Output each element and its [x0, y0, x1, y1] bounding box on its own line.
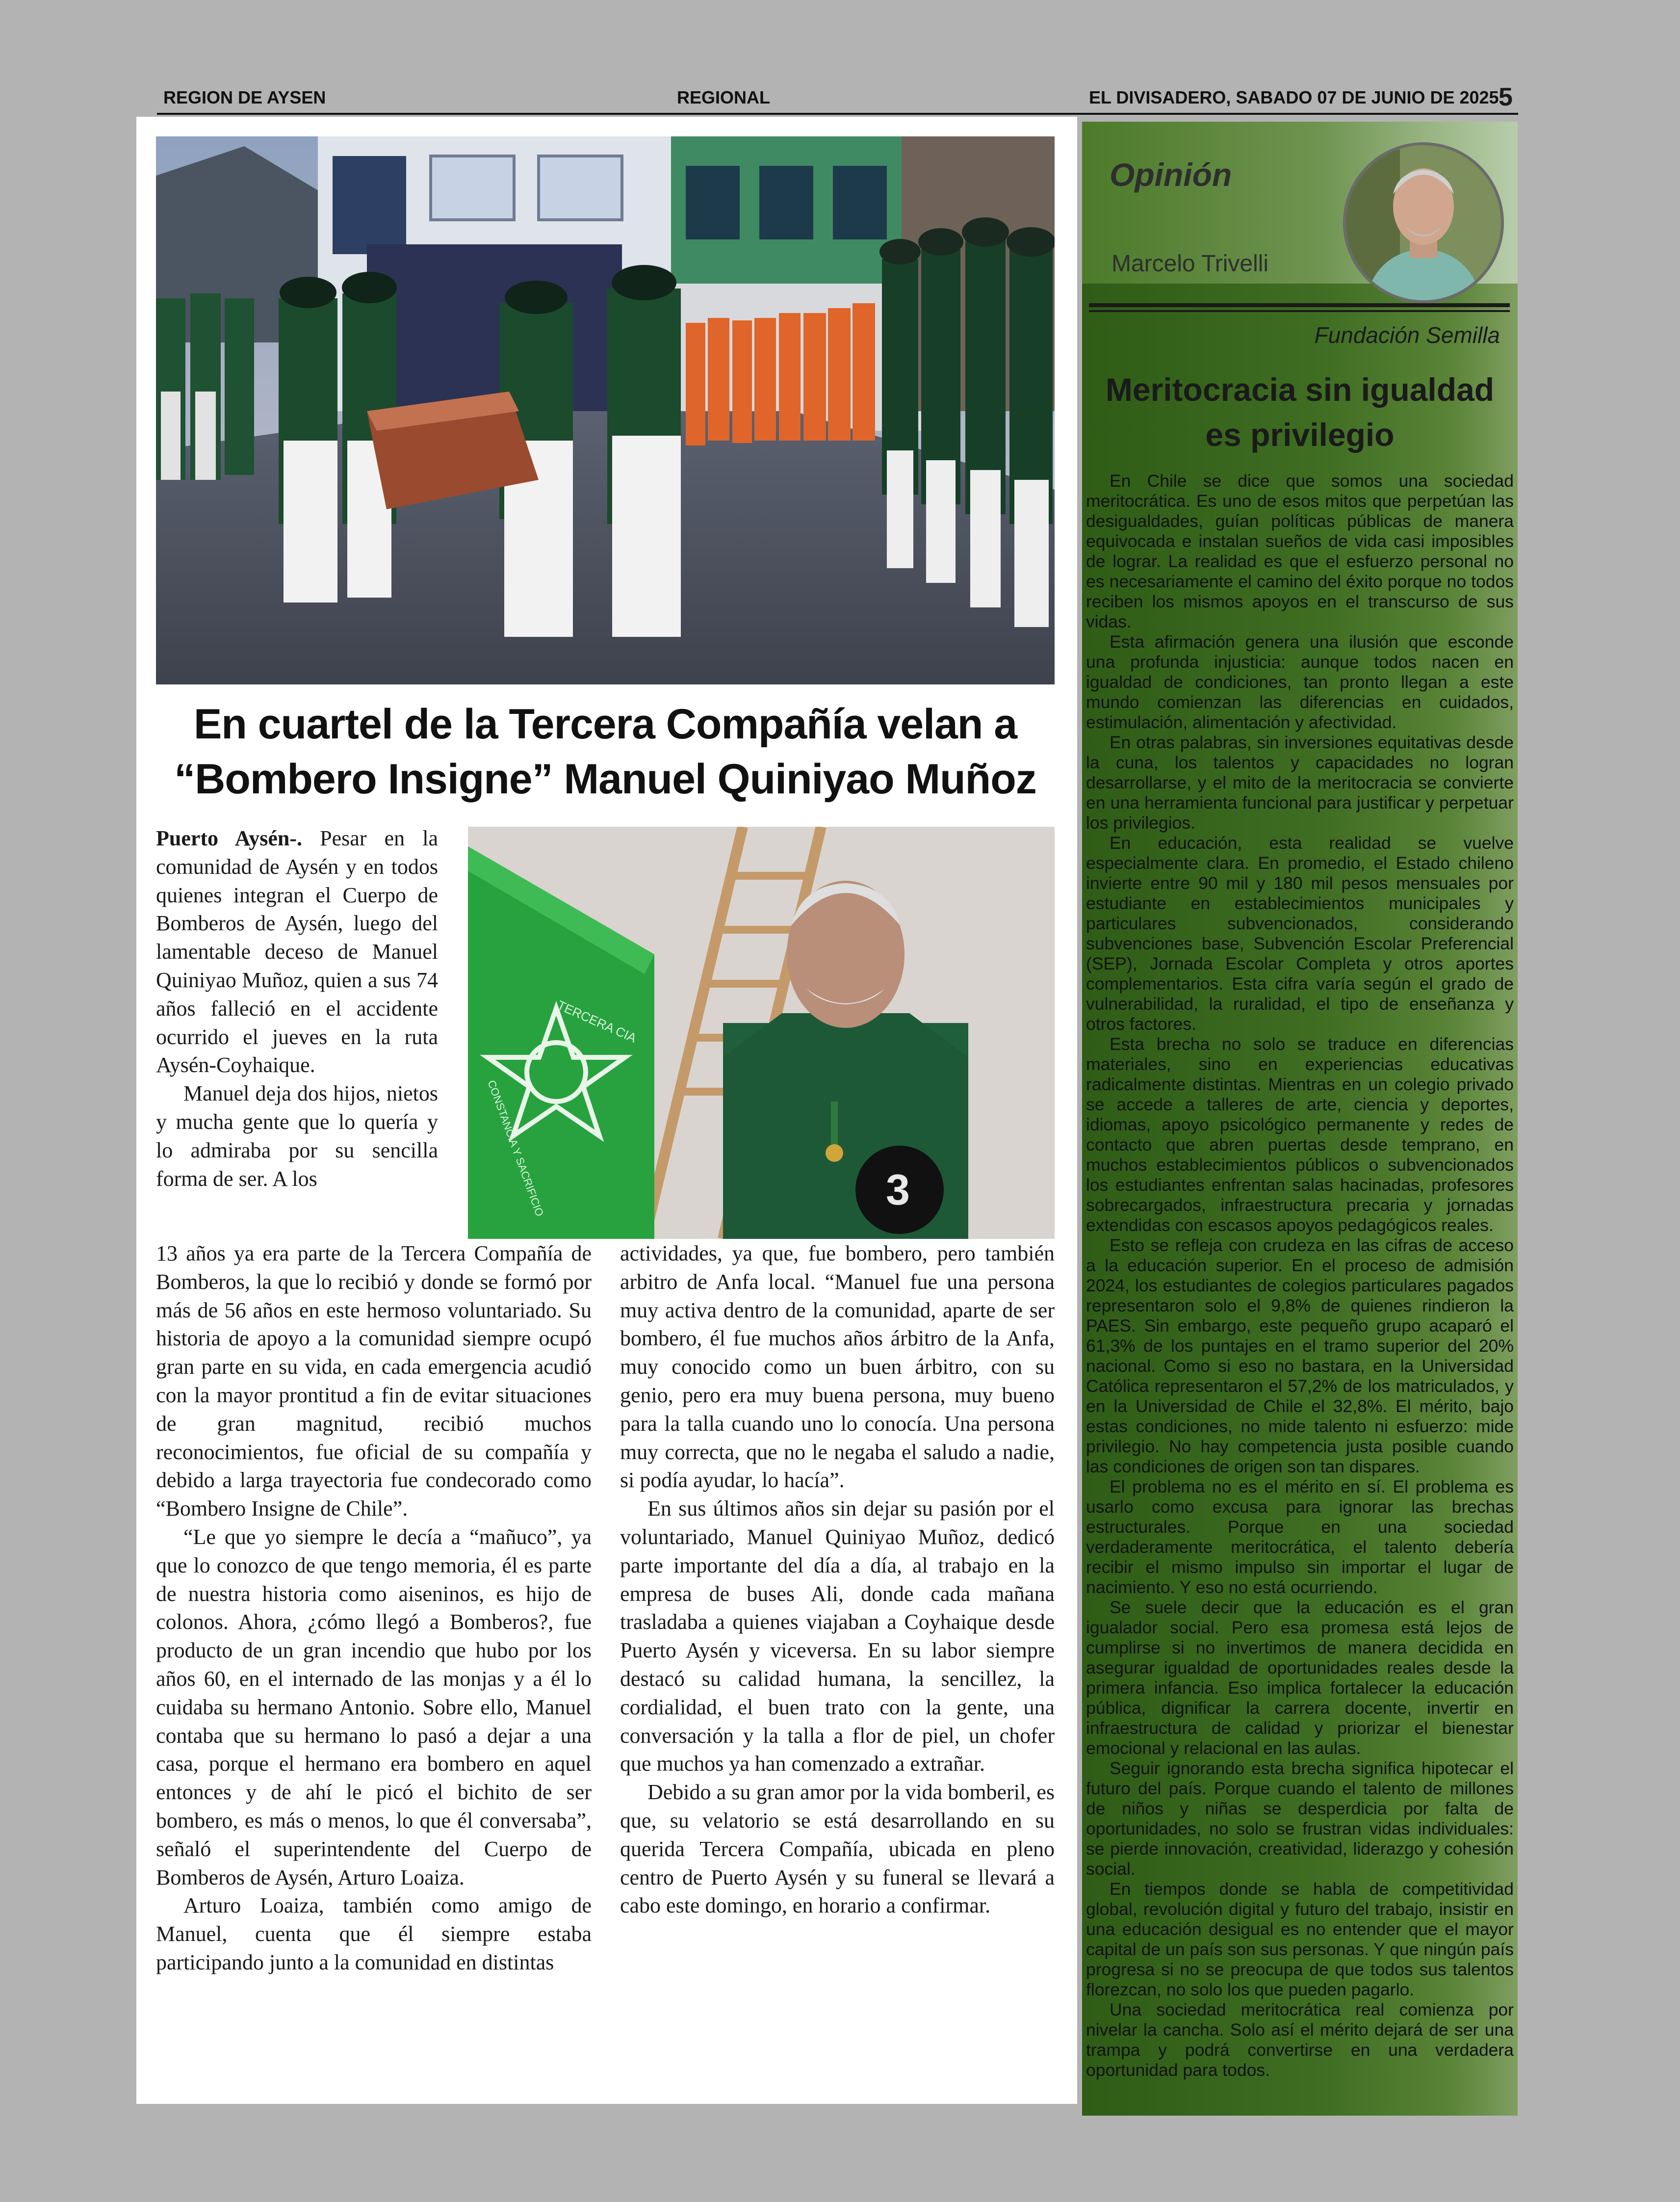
opinion-paragraph: Una sociedad meritocrática real comienza por nivelar la cancha. Solo así el mérito dejará de ser una trampa y podrá convertirse en una verdadera oportunidad para todos. [1086, 2000, 1514, 2080]
page-number: 5 [1499, 83, 1513, 111]
opinion-paragraph: En otras palabras, sin inversiones equitativas desde la cuna, los talentos y capacidades no logran desarrollarse, y el mito de la meritocracia se convierte en una herramienta funcional para justificar y perpetuar los privilegios. [1086, 733, 1514, 833]
article-column-right [620, 1239, 1055, 1920]
author-avatar [1343, 142, 1504, 303]
opinion-paragraph: Esto se refleja con crudeza en las cifras de acceso a la educación superior. En el proceso de admisión 2024, los estudiantes de colegios particulares pagados representaron solo el 9,8% de quienes rindieron la PAES. Sin embargo, este pequeño grupo acaparó el 61,3% de los puntajes en el tramo superior del 20% nacional. Como si eso no bastara, en la Universidad Católica representaron el 57,2% de los matriculados, y en la Universidad de Chile el 32,8%. El mérito, bajo estas condiciones, no mide talento ni esfuerzo: mide privilegio. No hay competencia justa posible cuando las condiciones de origen son tan dispares. [1086, 1235, 1514, 1476]
opinion-paragraph: En tiempos donde se habla de competitividad global, revolución digital y futuro del trabajo, insistir en una educación desigual es no entender que el mayor capital de un país son sus personas. Y que ningún país progresa si no se preocupa de que todos sus talentos florezcan, no solo los que pueden pagarlo. [1086, 1879, 1514, 1999]
opinion-sidebar [1082, 122, 1518, 2116]
article-paragraph-5: actividades, ya que, fue bombero, pero también arbitro de Anfa local. “Manuel fue una persona muy activa dentro de la comunidad, aparte de ser bombero, él fue muchos años árbitro de la Anfa, muy conocido como un buen árbitro, con su genio, pero era muy buena persona, muy bueno para la talla cuando uno lo conocía. Una persona muy correcta, que no le negaba el saludo a nadie, si podía ayudar, lo hacía”. [620, 1241, 1055, 1493]
opinion-paragraph: Seguir ignorando esta brecha significa hipotecar el futuro del país. Porque cuando el talento de millones de niños y niñas se desperdicia por falta de oportunidades, no solo se frustran vidas individuales: se pierde innovación, creatividad, liderazgo y cohesión social. [1086, 1758, 1514, 1879]
header-rule [157, 113, 1518, 115]
opinion-headline-line1: Meritocracia sin igualdad [1105, 371, 1495, 408]
article-paragraph-1 [156, 824, 438, 1079]
opinion-headline-line2: es privilegio [1205, 417, 1395, 453]
opinion-body [1086, 471, 1514, 2080]
portrait-photo-illustration [468, 827, 1055, 1239]
procession-photo-illustration [156, 136, 1055, 684]
article-paragraph-2-rest: 13 años ya era parte de la Tercera Compañía de Bomberos, la que lo recibió y donde se formó por más de 56 años en este hermoso voluntariado. Su historia de apoyo a la comunidad siempre ocupó gran parte en su vida, en cada emergencia acudió con la mayor prontitud a fin de evitar situaciones de gran magnitud, recibió muchos reconocimientos, fue oficial de su compañía y debido a larga trayectoria fue condecorado como “Bombero Insigne de Chile”. [156, 1241, 592, 1521]
article-paragraph-1-text: Pesar en la comunidad de Aysén y en todos quienes integran el Cuerpo de Bomberos de Aysén, luego del lamentable deceso de Manuel Quiniyao Muñoz, quien a sus 74 años falleció en el accidente ocurrido el jueves en la ruta Aysén-Coyhaique. [156, 826, 439, 1077]
flag-company-text: TERCERA CIA [555, 997, 639, 1046]
opinion-organization: Fundación Semilla [1314, 322, 1500, 348]
opinion-section-title: Opinión [1110, 157, 1232, 193]
author-avatar-illustration [1346, 145, 1501, 300]
opinion-paragraph: El problema no es el mérito en sí. El problema es usarlo como excusa para ignorar las brechas estructurales. Porque en una sociedad verdaderamente meritocrática, el talento debería recibir el mismo impulso sin importar el lugar de nacimiento. Y eso no está ocurriendo. [1086, 1477, 1514, 1597]
opinion-rule-thick [1089, 303, 1510, 307]
opinion-headline [1082, 367, 1518, 457]
article-paragraph-2-start: Manuel deja dos hijos, nietos y mucha gente que lo quería y lo admiraba por su sencilla forma de ser. A los [156, 1081, 438, 1191]
article-headline [156, 697, 1055, 807]
flag-motto-text: CONSTANCIA Y SACRIFICIO [485, 1078, 546, 1218]
section-label-left: REGION DE AYSEN [163, 87, 326, 107]
portrait-photo [468, 827, 1055, 1239]
section-label-center: REGIONAL [677, 87, 771, 107]
opinion-paragraph: En Chile se dice que somos una sociedad meritocrática. Es uno de esos mitos que perpetúan las desigualdades, guían políticas públicas de manera equivocada e instalan sueños de vida casi imposibles de lograr. La realidad es que el esfuerzo personal no es necesariamente el camino del éxito porque no todos reciben los mismos apoyos en el transcurso de sus vidas. [1086, 471, 1514, 631]
article-column-narrow [156, 824, 438, 1193]
article-lead: Puerto Aysén-. [156, 826, 303, 850]
article-paragraph-7: Debido a su gran amor por la vida bomberil, es que, su velatorio se está desarrollando en su querida Tercera Compañía, ubicada en pleno centro de Puerto Aysén y su funeral se llevará a cabo este domingo, en horario a confirmar. [620, 1780, 1055, 1918]
article-paragraph-4: Arturo Loaiza, también como amigo de Manuel, cuenta que él siempre estaba participando junto a la comunidad en distintas [156, 1893, 592, 1974]
helmet-number-text: 3 [886, 1165, 910, 1214]
opinion-rule-thin [1089, 310, 1510, 312]
opinion-paragraph: En educación, esta realidad se vuelve especialmente clara. En promedio, el Estado chileno invierte entre 90 mil y 180 mil pesos mensuales por estudiante en establecimientos municipales y particulares subvencionados, considerando subvenciones base, Subvención Escolar Preferencial (SEP), Jornada Escolar Completa y otros aportes complementarios. Esta cifra varía según el grado de vulnerabilidad, la ruralidad, el tipo de enseñanza y otros factores. [1086, 833, 1514, 1034]
opinion-paragraph: Se suele decir que la educación es el gran igualador social. Pero esa promesa está lejos de cumplirse si no invertimos de manera decidida en asegurar igualdad de oportunidades reales desde la primera infancia. Eso implica fortalecer la educación pública, dignificar la carrera docente, invertir en infraestructura de calidad y priorizar el bienestar emocional y relacional en las aulas. [1086, 1598, 1514, 1758]
article-paragraph-3: “Le que yo siempre le decía a “mañuco”, ya que lo conozco de que tengo memoria, él es parte de nuestra historia como aiseninos, es hijo de colonos. Ahora, ¿cómo llegó a Bomberos?, fue producto de un gran incendio que hubo por los años 60, en el internado de las monjas y a él lo cuidaba su hermano Antonio. Sobre ello, Manuel contaba que su hermano lo pasó a dejar a una casa, porque el hermano era bombero en aquel entonces y de ahí le picó el bichito de ser bombero, es más o menos, lo que él conversaba”, señaló el superintendente del Cuerpo de Bomberos de Aysén, Arturo Loaiza. [156, 1524, 592, 1889]
article-headline-line1: En cuartel de la Tercera Compañía velan a [193, 701, 1017, 748]
article-paragraph-6: En sus últimos años sin dejar su pasión por el voluntariado, Manuel Quiniyao Muñoz, dedicó parte importante del día a día, al trabajo en la empresa de buses Ali, donde cada mañana trasladaba a quienes viajaban a Coyhaique desde Puerto Aysén y viceversa. En su labor siempre destacó su calidad humana, la sencillez, la cordialidad, el buen trato con la gente, una conversación y la talla a flor de piel, un chofer que muchos ya han comenzado a extrañar. [620, 1496, 1055, 1776]
procession-photo [156, 136, 1055, 684]
dateline: EL DIVISADERO, SABADO 07 DE JUNIO DE 2025 [1089, 87, 1499, 107]
opinion-paragraph: Esta brecha no solo se traduce en diferencias materiales, sino en experiencias educativas radicalmente distintas. Mientras en un colegio privado se accede a talleres de arte, ciencia y deportes, idiomas, apoyo psicológico permanente y redes de contacto que abren puertas desde temprano, en muchos establecimientos públicos o subvencionados los estudiantes enfrentan salas hacinadas, profesores sobrecargados, infraestructura precaria y jornadas extendidas con escasos apoyos pedagógicos reales. [1086, 1034, 1514, 1235]
opinion-author: Marcelo Trivelli [1111, 251, 1269, 277]
article-column-left [156, 1239, 592, 1977]
article-headline-line2: “Bombero Insigne” Manuel Quiniyao Muñoz [174, 756, 1036, 803]
opinion-paragraph: Esta afirmación genera una ilusión que esconde una profunda injusticia: aunque todos nacen en igualdad de condiciones, tan pronto llegan a este mundo comienzan las diferencias en cuidados, estimulación, alimentación y afectividad. [1086, 632, 1514, 732]
